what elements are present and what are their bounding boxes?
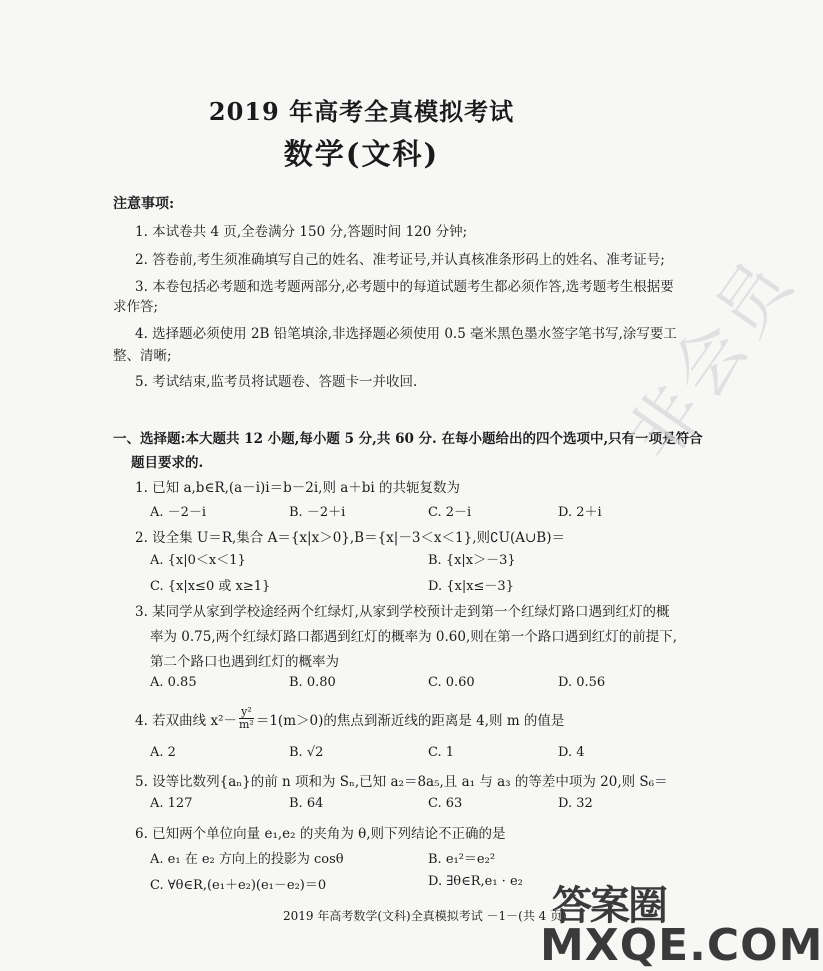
q3-option-b: B. 0.80 — [289, 675, 336, 690]
q1-option-c: C. 2－i — [428, 505, 472, 520]
q4-stem-start: 4. 若双曲线 x²－ — [135, 712, 237, 729]
q3-option-c: C. 0.60 — [428, 675, 475, 690]
q5-option-b: B. 64 — [289, 796, 324, 811]
site-logo-url: MXQE.COM — [540, 920, 823, 971]
q4-fraction-denominator: m² — [239, 718, 254, 731]
note-line: 4. 选择题必须使用 2B 铅笔填涂,非选择题必须使用 0.5 毫米黑色墨水签字笔书写,涂写要工 — [135, 326, 677, 342]
site-logo-text: 答案圈 — [552, 883, 666, 929]
watermark: 非会员 — [612, 241, 811, 476]
q1-option-a: A. －2－i — [150, 505, 207, 520]
q3-option-d: D. 0.56 — [558, 675, 606, 690]
q6-option-d: D. ∃θ∈R,e₁ · e₂ — [428, 874, 523, 889]
note-line: 1. 本试卷共 4 页,全卷满分 150 分,答题时间 120 分钟; — [135, 224, 468, 240]
exam-title: 2019 年高考全真模拟考试 — [208, 97, 515, 126]
q4-option-b: B. √2 — [289, 745, 324, 760]
q4-fraction — [239, 706, 254, 731]
question-4 — [135, 706, 564, 731]
note-line: 2. 答卷前,考生须准确填写自己的姓名、准考证号,并认真核准条形码上的姓名、准考证号; — [135, 252, 665, 268]
notes-heading: 注意事项: — [113, 196, 175, 212]
question-5: 5. 设等比数列{aₙ}的前 n 项和为 Sₙ,已知 a₂＝8a₅,且 a₁ 与 a₃ 的等差中项为 20,则 S₆＝ — [135, 774, 668, 790]
q4-option-c: C. 1 — [428, 745, 455, 760]
q5-option-d: D. 32 — [558, 796, 593, 811]
question-2: 2. 设全集 U＝R,集合 A＝{x|x＞0},B＝{x|－3＜x＜1},则∁U(A∪B)＝ — [135, 530, 565, 546]
q6-option-a: A. e₁ 在 e₂ 方向上的投影为 cosθ — [150, 852, 344, 867]
q4-option-d: D. 4 — [558, 745, 585, 760]
section-heading: 一、选择题:本大题共 12 小题,每小题 5 分,共 60 分. 在每小题给出的四个选项中,只有一项是符合 — [113, 431, 703, 447]
note-line: 求作答; — [113, 299, 159, 315]
q4-stem-end: ＝1(m＞0)的焦点到渐近线的距离是 4,则 m 的值是 — [255, 712, 565, 729]
q2-option-a: A. {x|0＜x＜1} — [150, 553, 246, 568]
q4-fraction-numerator: y² — [241, 705, 252, 718]
q5-option-a: A. 127 — [150, 796, 193, 811]
q4-option-a: A. 2 — [150, 745, 176, 760]
page-footer: 2019 年高考数学(文科)全真模拟考试 －1－(共 4 页) — [283, 909, 567, 923]
note-line: 5. 考试结束,监考员将试题卷、答题卡一并收回. — [135, 374, 418, 390]
question-1: 1. 已知 a,b∈R,(a－i)i＝b－2i,则 a＋bi 的共轭复数为 — [135, 480, 461, 496]
question-3-cont: 率为 0.75,两个红绿灯路口都遇到红灯的概率为 0.60,则在第一个路口遇到红灯的前提下, — [150, 629, 678, 645]
question-6: 6. 已知两个单位向量 e₁,e₂ 的夹角为 θ,则下列结论不正确的是 — [135, 826, 506, 842]
note-line: 3. 本卷包括必考题和选考题两部分,必考题中的每道试题考生都必须作答,选考题考生根据要 — [135, 279, 674, 295]
exam-subject: 数学(文科) — [283, 137, 440, 171]
q2-option-c: C. {x|x≤0 或 x≥1} — [150, 579, 271, 594]
q2-option-b: B. {x|x＞－3} — [428, 553, 516, 568]
q5-option-c: C. 63 — [428, 796, 463, 811]
question-3: 3. 某同学从家到学校途经两个红绿灯,从家到学校预计走到第一个红绿灯路口遇到红灯的概 — [135, 604, 670, 620]
section-heading-cont: 题目要求的. — [131, 455, 204, 471]
note-line: 整、清晰; — [113, 348, 172, 364]
q2-option-d: D. {x|x≤－3} — [428, 579, 514, 594]
question-3-cont: 第二个路口也遇到红灯的概率为 — [150, 654, 339, 670]
q6-option-c: C. ∀θ∈R,(e₁＋e₂)(e₁－e₂)＝0 — [150, 878, 327, 893]
q1-option-d: D. 2＋i — [558, 505, 602, 520]
q1-option-b: B. －2＋i — [289, 505, 346, 520]
q3-option-a: A. 0.85 — [150, 675, 197, 690]
q6-option-b: B. e₁²＝e₂² — [428, 852, 496, 867]
